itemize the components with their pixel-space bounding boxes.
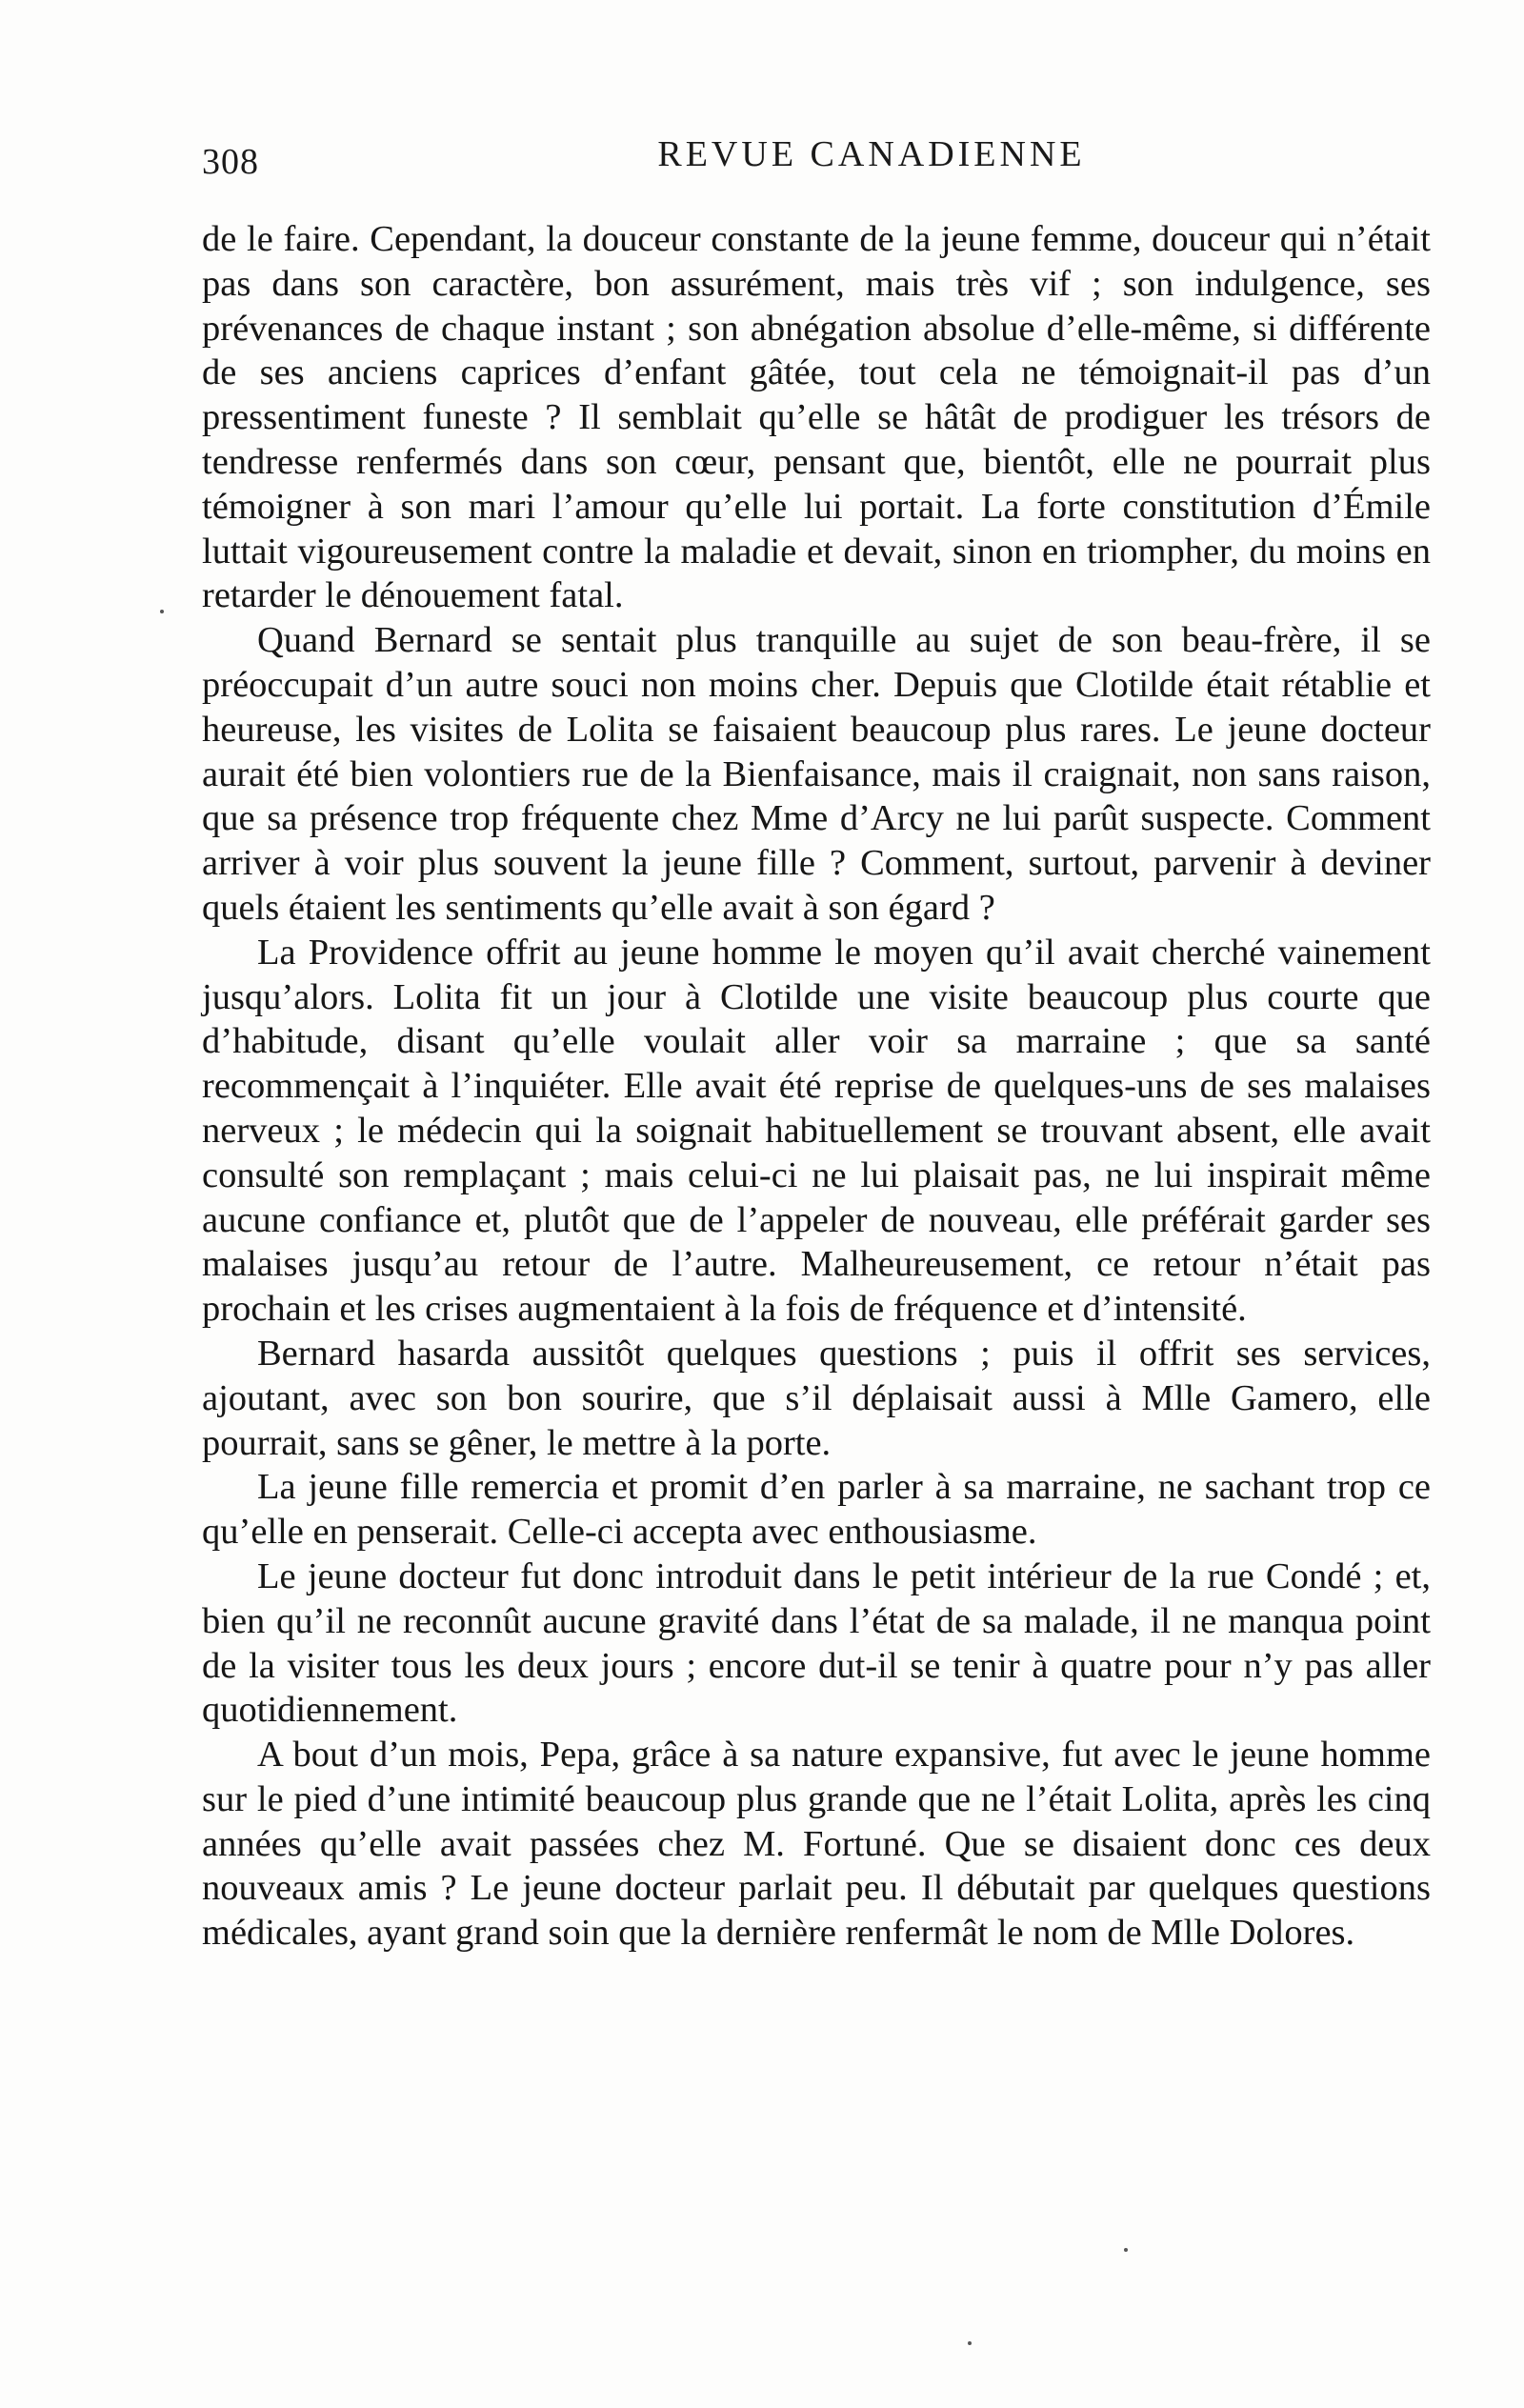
scan-speck [160,610,164,613]
scan-speck [968,2341,972,2345]
paragraph: La jeune fille remercia et promit d’en parler à sa marraine, ne sachant trop ce qu’elle en penserait. Celle-ci accepta avec enthousiasme. [202,1467,1431,1553]
scan-speck [1124,2248,1128,2252]
paragraph: La Providence offrit au jeune homme le moyen qu’il avait cherché vainement jusqu’alors. Lolita fit un jour à Clotilde une visite beaucoup plus courte que d’habitude, disant qu’elle voulait aller voir sa marraine ; que sa santé recommençait à l’inquiéter. Elle avait été reprise de quelques-uns de ses malaises nerveux ; le médecin qui la soignait habituellement se trouvant absent, elle avait consulté son remplaçant ; mais celui-ci ne lui plaisait pas, ne lui inspirait même aucune confiance et, plutôt que de l’appeler de nouveau, elle préférait garder ses malaises jusqu’au retour de l’autre. Malheureusement, ce retour n’était pas prochain et les crises augmentaient à la fois de fréquence et d’intensité. [202,932,1431,1330]
page-number: 308 [202,142,259,182]
running-title: REVUE CANADIENNE [657,134,1086,174]
paragraph: A bout d’un mois, Pepa, grâce à sa nature expansive, fut avec le jeune homme sur le pied d’une intimité beaucoup plus grande que ne l’était Lolita, après les cinq années qu’elle avait passées chez M. Fortuné. Que se disaient donc ces deux nouveaux amis ? Le jeune docteur parlait peu. Il débutait par quelques questions médicales, ayant grand soin que la dernière renfermât le nom de Mlle Dolores. [202,1735,1431,1954]
paragraph: Quand Bernard se sentait plus tranquille au sujet de son beau-frère, il se préoccupait d’un autre souci non moins cher. Depuis que Clotilde était rétablie et heureuse, les visites de Lolita se faisaient beaucoup plus rares. Le jeune docteur aurait été bien volontiers rue de la Bienfaisance, mais il craignait, non sans raison, que sa présence trop fréquente chez Mme d’Arcy ne lui parût suspecte. Comment arriver à voir plus souvent la jeune fille ? Comment, surtout, parvenir à deviner quels étaient les sentiments qu’elle avait à son égard ? [202,620,1431,928]
paragraph: Le jeune docteur fut donc introduit dans le petit intérieur de la rue Condé ; et, bien qu’il ne reconnût aucune gravité dans l’état de sa malade, il ne manqua point de la visiter tous les deux jours ; encore dut-il se tenir à quatre pour n’y pas aller quotidiennement. [202,1555,1431,1731]
paragraph: de le faire. Cependant, la douceur constante de la jeune femme, douceur qui n’était pas dans son caractère, bon assurément, mais très vif ; son indulgence, ses prévenances de chaque instant ; son abnégation absolue d’elle-même, si différente de ses anciens caprices d’enfant gâtée, tout cela ne témoignait-il pas d’un pressentiment funeste ? Il semblait qu’elle se hâtât de prodiguer les trésors de tendresse renfermés dans son cœur, pensant que, bientôt, elle ne pourrait plus témoigner à son mari l’amour qu’elle lui portait. La forte constitution d’Émile luttait vigoureusement contre la maladie et devait, sinon en triompher, du moins en retarder le dénouement fatal. [202,219,1431,616]
page-header [202,133,1436,191]
body-text [202,217,1431,1956]
paragraph: Bernard hasarda aussitôt quelques questions ; puis il offrit ses services, ajoutant, avec son bon sourire, que s’il déplaisait aussi à Mlle Gamero, elle pourrait, sans se gêner, le mettre à la porte. [202,1333,1431,1463]
